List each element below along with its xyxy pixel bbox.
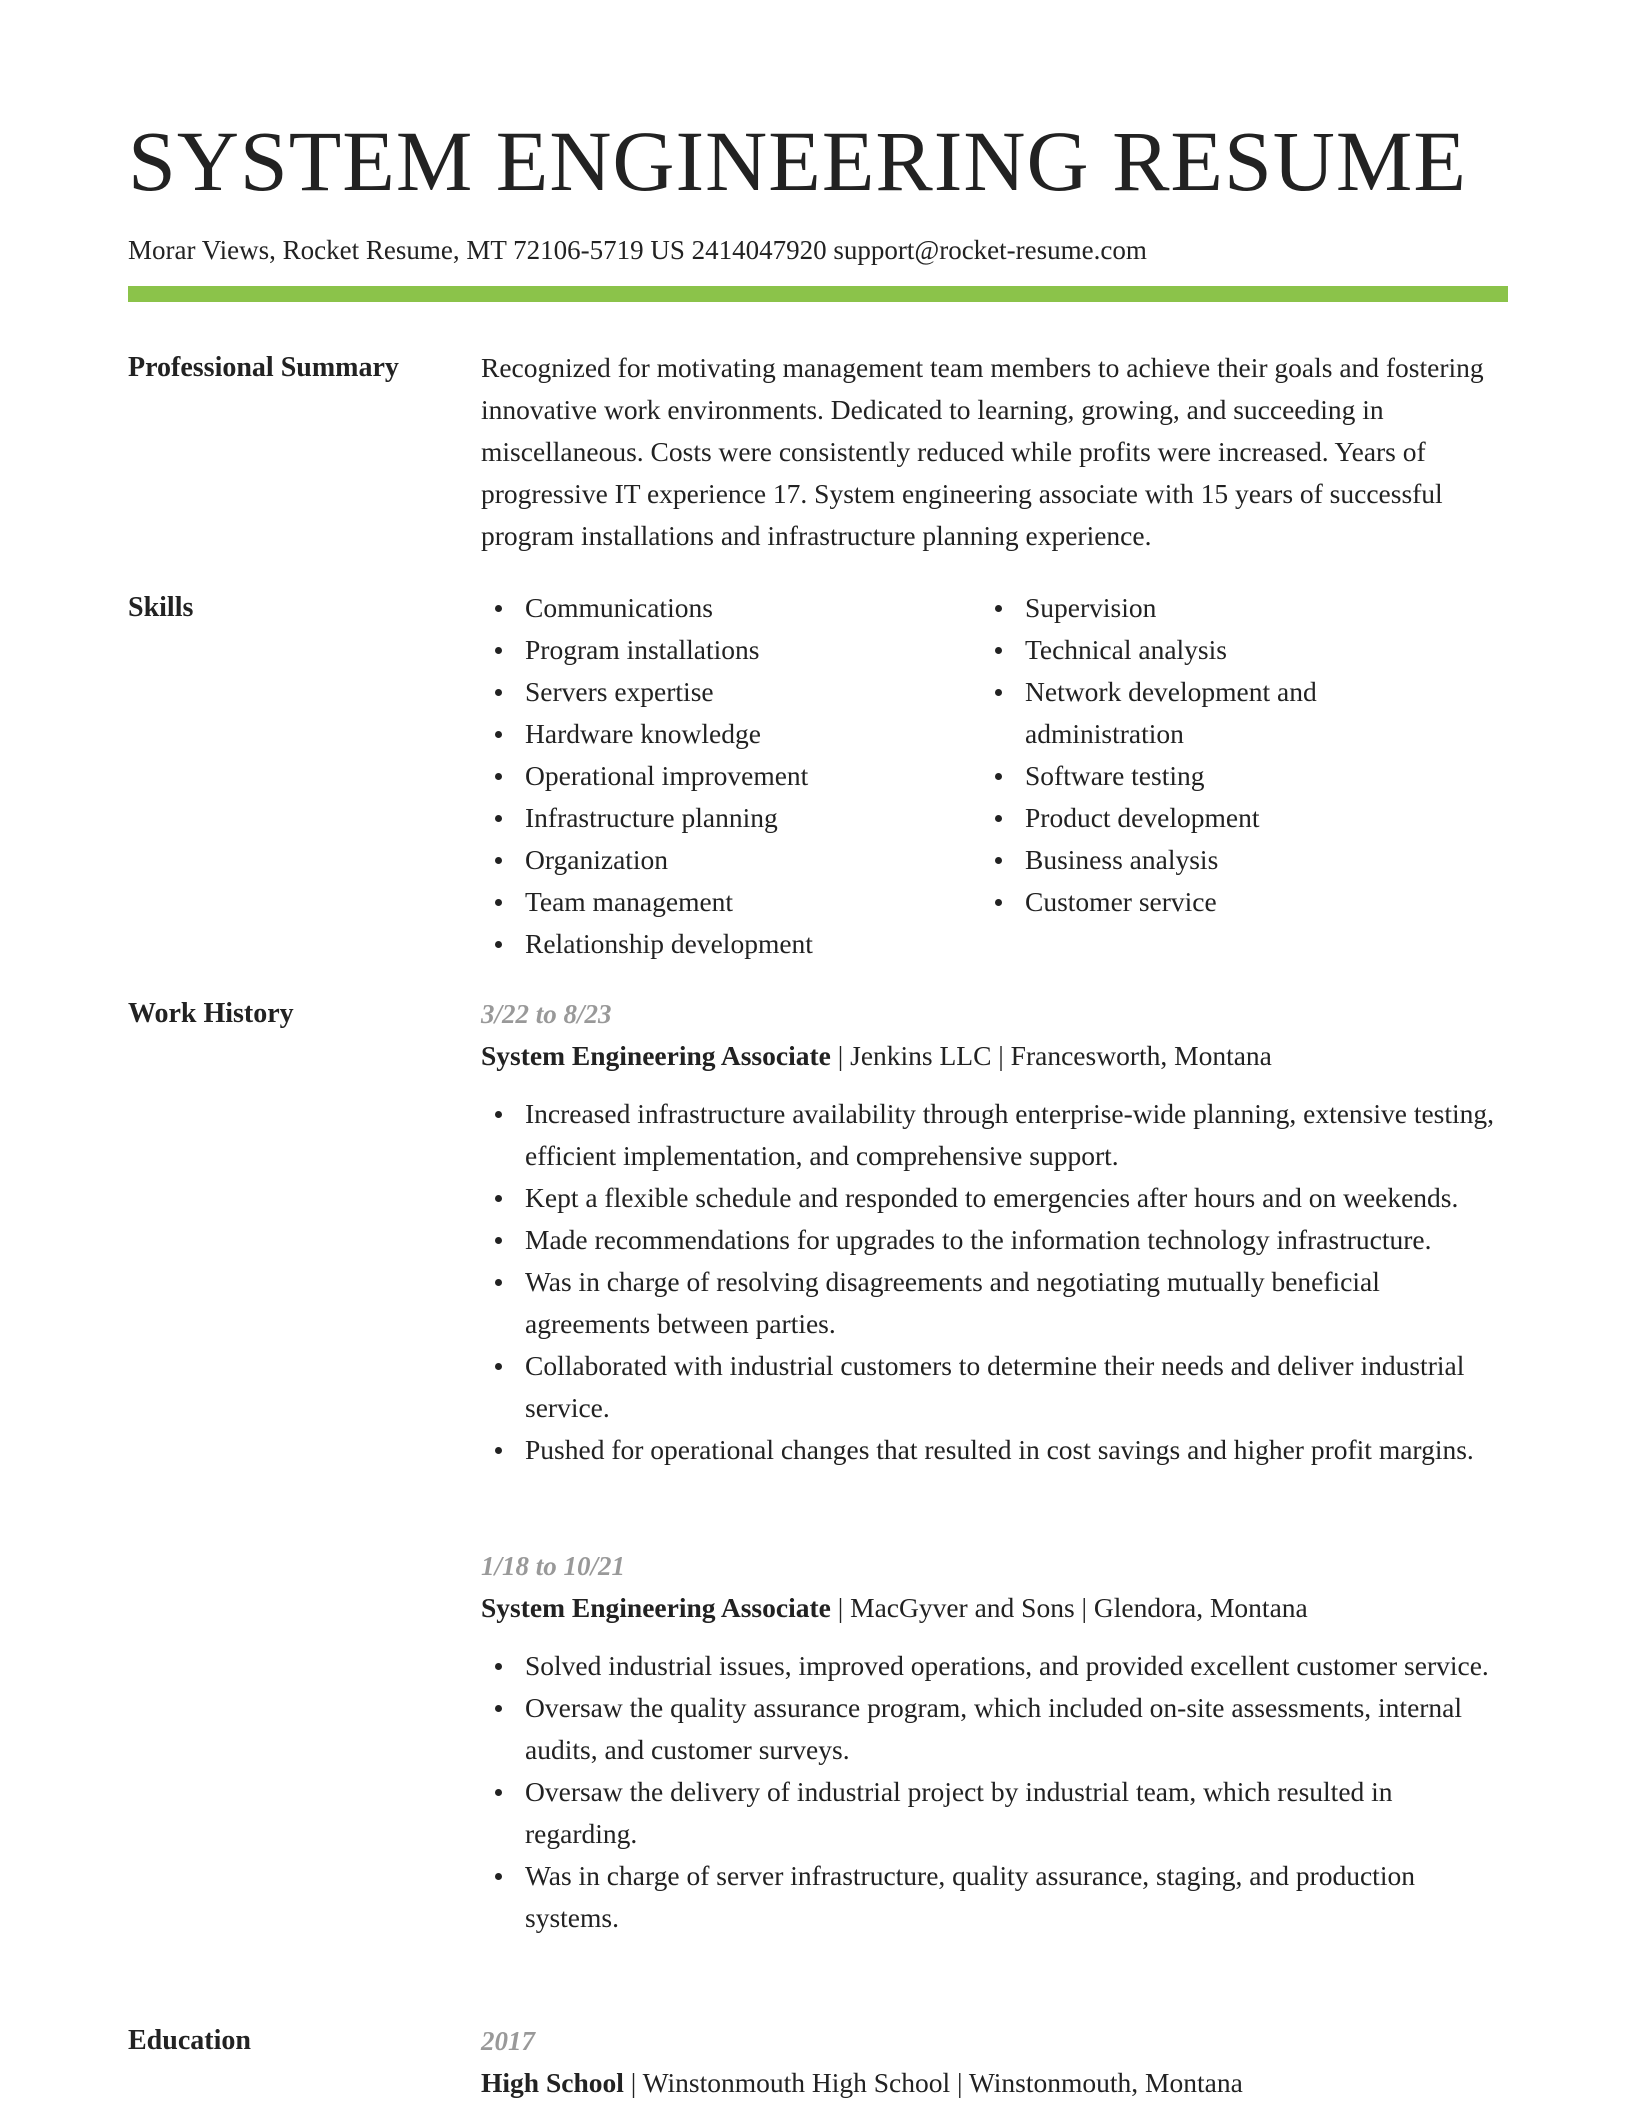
job-bullet: Solved industrial issues, improved operations, and provided excellent customer service. — [481, 1645, 1508, 1687]
skill-item: Communications — [481, 587, 971, 629]
skill-item: Business analysis — [981, 839, 1341, 881]
job-entry — [481, 1545, 1508, 1939]
skills-section — [481, 587, 1508, 967]
skill-item: Network development and administration — [981, 671, 1341, 755]
job-details: | MacGyver and Sons | Glendora, Montana — [830, 1592, 1308, 1623]
job-date: 3/22 to 8/23 — [481, 999, 612, 1029]
skill-item: Infrastructure planning — [481, 797, 971, 839]
job-date: 1/18 to 10/21 — [481, 1551, 626, 1581]
job-bullet: Collaborated with industrial customers to determine their needs and deliver industrial service. — [481, 1345, 1508, 1429]
job-title-line — [481, 1587, 1508, 1629]
education-entry — [481, 2020, 1508, 2104]
education-date: 2017 — [481, 2026, 535, 2056]
job-bullet: Oversaw the quality assurance program, which included on-site assessments, internal audits, and customer surveys. — [481, 1687, 1508, 1771]
skill-item: Technical analysis — [981, 629, 1341, 671]
summary-heading: Professional Summary — [128, 352, 399, 383]
job-bullets — [481, 1093, 1508, 1471]
job-title: System Engineering Associate — [481, 1592, 831, 1623]
job-bullet: Was in charge of server infrastructure, quality assurance, staging, and production systems. — [481, 1855, 1508, 1939]
job-bullet: Oversaw the delivery of industrial project by industrial team, which resulted in regarding. — [481, 1771, 1508, 1855]
job-bullet: Was in charge of resolving disagreements and negotiating mutually beneficial agreements between parties. — [481, 1261, 1508, 1345]
skill-item: Organization — [481, 839, 971, 881]
skill-item: Product development — [981, 797, 1341, 839]
skill-item: Program installations — [481, 629, 971, 671]
contact-line: Morar Views, Rocket Resume, MT 72106-5719 US 2414047920 support@rocket-resume.com — [128, 235, 1147, 265]
job-bullet: Pushed for operational changes that resulted in cost savings and higher profit margins. — [481, 1429, 1508, 1471]
skills-list-right — [981, 587, 1341, 923]
work-history-heading: Work History — [128, 998, 294, 1029]
summary-text: Recognized for motivating management team members to achieve their goals and fostering innovative work environments. Dedicated to learning, growing, and succeeding in miscellaneous. Costs were consistently reduced while profits were increased. Years of progressive IT experience 17. System engineering associate with 15 years of successful program installations and infrastructure planning experience. — [481, 352, 1484, 551]
resume-title: SYSTEM ENGINEERING RESUME — [128, 113, 1467, 209]
skill-item: Operational improvement — [481, 755, 971, 797]
job-title-line — [481, 1035, 1508, 1077]
skill-item: Customer service — [981, 881, 1341, 923]
accent-divider — [128, 286, 1508, 302]
skill-item: Servers expertise — [481, 671, 971, 713]
job-title: System Engineering Associate — [481, 1040, 831, 1071]
skill-item: Hardware knowledge — [481, 713, 971, 755]
education-details: | Winstonmouth High School | Winstonmouth, Montana — [623, 2067, 1243, 2098]
summary-section — [481, 347, 1508, 557]
education-heading: Education — [128, 2025, 251, 2056]
job-bullet: Made recommendations for upgrades to the information technology infrastructure. — [481, 1219, 1508, 1261]
job-bullets — [481, 1645, 1508, 1939]
skill-item: Software testing — [981, 755, 1341, 797]
job-entry — [481, 993, 1508, 1471]
skill-item: Supervision — [981, 587, 1341, 629]
skills-list-left — [481, 587, 971, 965]
skills-heading: Skills — [128, 592, 194, 623]
job-bullet: Increased infrastructure availability through enterprise-wide planning, extensive testing, efficient implementation, and comprehensive support. — [481, 1093, 1508, 1177]
education-degree: High School — [481, 2067, 624, 2098]
job-bullet: Kept a flexible schedule and responded to emergencies after hours and on weekends. — [481, 1177, 1508, 1219]
skill-item: Relationship development — [481, 923, 971, 965]
skill-item: Team management — [481, 881, 971, 923]
education-line — [481, 2062, 1508, 2104]
job-details: | Jenkins LLC | Francesworth, Montana — [830, 1040, 1272, 1071]
